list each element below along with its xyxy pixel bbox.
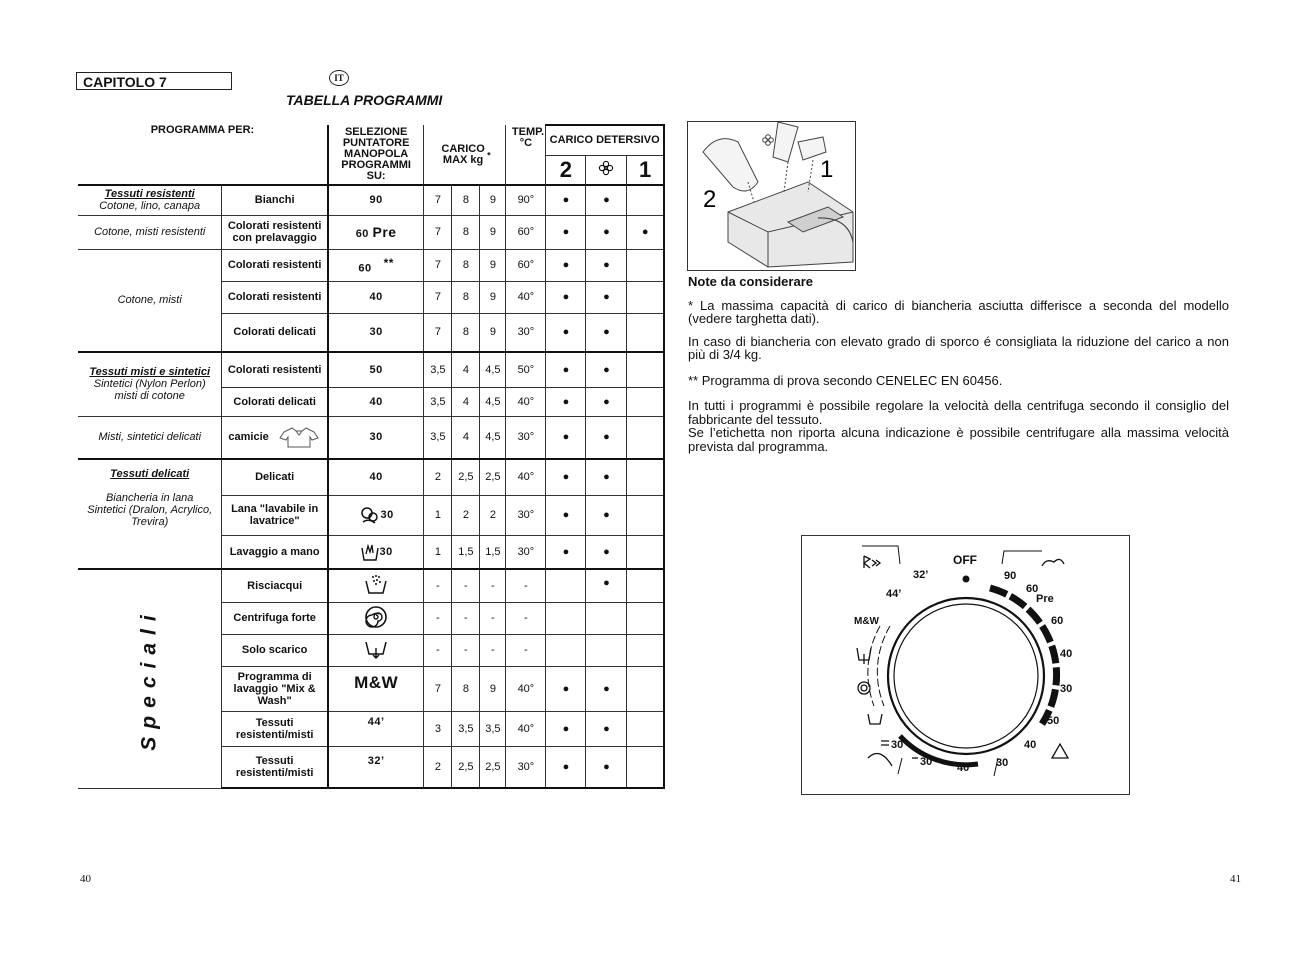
load-value: 4,5 — [480, 352, 506, 387]
page-number-left: 40 — [80, 873, 91, 885]
detergent-dot: ● — [546, 387, 586, 416]
load-value: - — [424, 602, 452, 634]
program-dial-diagram — [801, 535, 1130, 795]
dial-label: 60 — [1051, 615, 1064, 627]
detergent-dot — [627, 602, 664, 634]
cat-cotone-misti: Cotone, misti — [78, 249, 222, 352]
detergent-dot — [627, 387, 664, 416]
detergent-dot: ● — [546, 416, 586, 459]
dial-setting: M&W — [328, 666, 424, 711]
load-value: 8 — [452, 313, 480, 352]
program-name: Programma di lavaggio "Mix & Wash" — [222, 666, 328, 711]
detergent-dot: ● — [586, 215, 627, 249]
detergent-dot — [627, 495, 664, 535]
dial-setting: 50 — [328, 352, 424, 387]
program-name: Risciacqui — [222, 569, 328, 602]
load-value: - — [480, 569, 506, 602]
load-value: 1,5 — [480, 535, 506, 569]
program-name: Lana "lavabile in lavatrice" — [222, 495, 328, 535]
page-title: TABELLA PROGRAMMI — [286, 92, 443, 108]
load-value: 7 — [424, 281, 452, 313]
load-value: 7 — [424, 185, 452, 215]
detergent-dot — [627, 416, 664, 459]
col-header-temp: TEMP. °C — [506, 125, 546, 185]
detergent-dot — [627, 711, 664, 746]
detergent-dot — [627, 281, 664, 313]
program-name: Colorati delicati — [222, 387, 328, 416]
detergent-dot — [627, 249, 664, 281]
detergent-dot — [627, 352, 664, 387]
load-value: - — [452, 569, 480, 602]
load-value: 2 — [480, 495, 506, 535]
hand-wash-icon — [360, 542, 380, 562]
program-name: Colorati resistenti — [222, 249, 328, 281]
detergent-dot: ● — [586, 711, 627, 746]
load-value: 4 — [452, 387, 480, 416]
temp-value: 40° — [506, 387, 546, 416]
rinse-icon — [868, 714, 882, 724]
load-value: - — [480, 634, 506, 666]
col-header-selezione: SELEZIONE PUNTATORE MANOPOLA PROGRAMMI SU: — [328, 125, 424, 185]
detergent-dot: ● — [586, 666, 627, 711]
detergent-dot: ● — [586, 569, 627, 602]
table-row — [78, 249, 664, 281]
load-value: 9 — [480, 313, 506, 352]
detergent-dot: ● — [586, 535, 627, 569]
programs-table — [78, 124, 665, 789]
program-name: camicie — [222, 416, 328, 459]
temp-value: 40° — [506, 459, 546, 495]
dial-setting: 32’ — [328, 746, 424, 788]
flower-icon — [586, 155, 627, 185]
chapter-label: CAPITOLO 7 — [76, 72, 232, 90]
load-value: 9 — [480, 185, 506, 215]
dial-label: 30 — [920, 756, 933, 768]
load-value: 3,5 — [424, 416, 452, 459]
prewash-arrow-icon — [864, 556, 880, 568]
dial-label: 40 — [1024, 739, 1037, 751]
detergent-dot — [627, 746, 664, 788]
table-row — [78, 185, 664, 215]
load-value: 3,5 — [480, 711, 506, 746]
dial-setting: 30 — [328, 535, 424, 569]
load-value: 4 — [452, 352, 480, 387]
load-value: 7 — [424, 249, 452, 281]
spin-icon — [858, 682, 870, 694]
temp-value: - — [506, 602, 546, 634]
detergent-dot — [546, 602, 586, 634]
dial-label: 50 — [1047, 715, 1060, 727]
detergent-dot: ● — [546, 666, 586, 711]
load-value: 9 — [480, 215, 506, 249]
dial-setting: 40 — [328, 281, 424, 313]
load-value: 8 — [452, 185, 480, 215]
load-value: 1,5 — [452, 535, 480, 569]
detergent-dot: ● — [586, 313, 627, 352]
load-value: 2 — [424, 459, 452, 495]
detergent-dot: ● — [546, 746, 586, 788]
program-name: Tessuti resistenti/misti — [222, 711, 328, 746]
load-value: 3 — [424, 711, 452, 746]
load-value: - — [424, 569, 452, 602]
temp-value: - — [506, 569, 546, 602]
col-header-carico: CARICO MAX kg * — [424, 125, 506, 185]
table-row — [78, 352, 664, 387]
temp-value: 50° — [506, 352, 546, 387]
dial-setting: 30 — [328, 313, 424, 352]
load-value: 9 — [480, 281, 506, 313]
detergent-dot: ● — [586, 185, 627, 215]
detergent-dot: ● — [546, 535, 586, 569]
load-value: 4,5 — [480, 387, 506, 416]
cat-misti-resistenti: Cotone, misti resistenti — [78, 215, 222, 249]
notes-title: Note da considerare — [688, 274, 813, 289]
temp-value: 30° — [506, 495, 546, 535]
dial-label: Pre — [1036, 593, 1054, 605]
detergent-dot — [586, 602, 627, 634]
program-name: Bianchi — [222, 185, 328, 215]
program-name: Centrifuga forte — [222, 602, 328, 634]
detergent-dot: ● — [586, 459, 627, 495]
detergent-dot: ● — [546, 215, 586, 249]
dial-drawing — [802, 536, 1129, 794]
temp-value: - — [506, 634, 546, 666]
detergent-dot: ● — [546, 249, 586, 281]
note-paragraph: In caso di biancheria con elevato grado di sporco é consigliata la riduzione del carico a non più di 3/4 kg. — [688, 333, 1229, 362]
detergent-dot: ● — [586, 249, 627, 281]
temp-value: 90° — [506, 185, 546, 215]
dial-setting — [328, 569, 424, 602]
detergent-dot: ● — [546, 185, 586, 215]
detergent-dot: ● — [627, 215, 664, 249]
detergent-dot — [546, 569, 586, 602]
temp-value: 40° — [506, 711, 546, 746]
dial-setting — [328, 602, 424, 634]
load-value: 2,5 — [480, 459, 506, 495]
temp-value: 30° — [506, 416, 546, 459]
detergent-dot — [627, 185, 664, 215]
det-col-1: 1 — [627, 155, 664, 185]
program-name: Tessuti resistenti/misti — [222, 746, 328, 788]
col-header-programma: PROGRAMMA PER: — [78, 125, 328, 185]
dial-label: 40 — [957, 762, 970, 774]
eco-leaf-icon — [868, 754, 892, 767]
detergent-dot — [627, 569, 664, 602]
dial-label: 32’ — [913, 569, 929, 581]
load-value: 9 — [480, 666, 506, 711]
wool-icon — [881, 741, 889, 745]
dial-label: 30 — [996, 757, 1009, 769]
dial-setting: 60 ** — [328, 249, 424, 281]
load-value: 8 — [452, 666, 480, 711]
load-value: 3,5 — [424, 352, 452, 387]
detergent-dot — [627, 666, 664, 711]
cat-sintetici: Tessuti misti e sintetici Sintetici (Nylon Perlon) misti di cotone — [78, 352, 222, 416]
load-value: 2 — [452, 495, 480, 535]
wool-icon — [359, 505, 381, 525]
drain-icon — [364, 638, 388, 660]
detergent-dot: ● — [546, 281, 586, 313]
note-paragraph: In tutti i programmi è possibile regolare la velocità della centrifuga secondo il consiglio del fabbricante del tessuto. — [688, 398, 1229, 427]
load-value: 7 — [424, 215, 452, 249]
note-paragraph: Se l’etichetta non riporta alcuna indicazione è possibile centrifugare alla massima velocità prevista dal programma. — [688, 425, 1229, 454]
notes-section — [688, 275, 1229, 462]
load-value: 9 — [480, 249, 506, 281]
load-value: 2,5 — [452, 746, 480, 788]
detergent-dot — [627, 313, 664, 352]
detergent-dot — [546, 634, 586, 666]
detergent-dot: ● — [546, 495, 586, 535]
detergent-dot: ● — [586, 281, 627, 313]
program-name: Colorati resistenti con prelavaggio — [222, 215, 328, 249]
dial-setting: 30 — [328, 416, 424, 459]
program-name: Lavaggio a mano — [222, 535, 328, 569]
detergent-dot: ● — [546, 711, 586, 746]
load-value: 3,5 — [424, 387, 452, 416]
load-value: 1 — [424, 495, 452, 535]
detergent-dot — [627, 634, 664, 666]
load-value: - — [452, 602, 480, 634]
table-row — [78, 416, 664, 459]
detergent-dot: ● — [546, 313, 586, 352]
load-value: 2,5 — [452, 459, 480, 495]
detergent-dot: ● — [586, 416, 627, 459]
dial-setting: 30 — [328, 495, 424, 535]
load-value: 2,5 — [480, 746, 506, 788]
dial-label: 44’ — [886, 588, 902, 600]
detergent-dot: ● — [546, 459, 586, 495]
program-name: Delicati — [222, 459, 328, 495]
load-value: - — [480, 602, 506, 634]
dial-setting: 90 — [328, 185, 424, 215]
dial-setting: 40 — [328, 387, 424, 416]
table-row — [78, 215, 664, 249]
rinse-icon — [364, 573, 388, 595]
dial-label: 30 — [891, 739, 904, 751]
load-value: 8 — [452, 215, 480, 249]
temp-value: 60° — [506, 215, 546, 249]
drawer-drawing — [688, 122, 855, 270]
dial-label: 40 — [1060, 648, 1073, 660]
detergent-dot: ● — [586, 387, 627, 416]
load-value: - — [452, 634, 480, 666]
load-value: 4 — [452, 416, 480, 459]
temp-value: 30° — [506, 535, 546, 569]
temp-value: 30° — [506, 313, 546, 352]
load-value: 3,5 — [452, 711, 480, 746]
load-value: 8 — [452, 249, 480, 281]
dial-label: 90 — [1004, 570, 1017, 582]
dial-setting — [328, 634, 424, 666]
page-number-right: 41 — [1230, 873, 1241, 885]
col-header-detersivo: CARICO DETERSIVO — [546, 125, 664, 155]
dial-label: M&W — [854, 616, 879, 627]
detergent-dot — [627, 535, 664, 569]
program-name: Colorati delicati — [222, 313, 328, 352]
cotton-cloud-icon — [1042, 559, 1064, 566]
detergent-dot: ● — [586, 352, 627, 387]
cat-speciali: Speciali — [78, 569, 222, 788]
temp-value: 30° — [506, 746, 546, 788]
temp-value: 40° — [506, 666, 546, 711]
cat-delicati: Tessuti delicati Biancheria in lana Sintetici (Dralon, Acrylico, Trevira) — [78, 459, 222, 569]
drawer-label-1: 1 — [820, 156, 834, 183]
dial-label: 30 — [1060, 683, 1073, 695]
drawer-label-2: 2 — [703, 186, 717, 213]
dial-setting: 60 Pre — [328, 215, 424, 249]
note-paragraph: * La massima capacità di carico di biancheria asciutta differisce a seconda del modello (vedere targhetta dati). — [688, 297, 1229, 326]
temp-value: 40° — [506, 281, 546, 313]
language-badge: IT — [329, 70, 349, 86]
table-row — [78, 569, 664, 602]
detergent-drawer-illustration — [687, 121, 856, 271]
program-name: Colorati resistenti — [222, 352, 328, 387]
load-value: 2 — [424, 746, 452, 788]
detergent-dot — [586, 634, 627, 666]
program-name: Solo scarico — [222, 634, 328, 666]
load-value: - — [424, 634, 452, 666]
load-value: 1 — [424, 535, 452, 569]
dial-setting: 40 — [328, 459, 424, 495]
detergent-dot: ● — [546, 352, 586, 387]
dial-off: OFF — [953, 553, 977, 567]
dial-setting: 44’ — [328, 711, 424, 746]
cat-resistenti: Tessuti resistenti Cotone, lino, canapa — [78, 185, 222, 215]
cat-misti-delicati: Misti, sintetici delicati — [78, 416, 222, 459]
synthetic-triangle-icon — [1052, 744, 1068, 758]
note-paragraph: ** Programma di prova secondo CENELEC EN 60456. — [688, 372, 1003, 388]
table-row — [78, 459, 664, 495]
load-value: 7 — [424, 313, 452, 352]
load-value: 4,5 — [480, 416, 506, 459]
load-value: 8 — [452, 281, 480, 313]
load-value: 7 — [424, 666, 452, 711]
detergent-dot: ● — [586, 495, 627, 535]
detergent-dot: ● — [586, 746, 627, 788]
spin-icon — [364, 605, 388, 629]
temp-value: 60° — [506, 249, 546, 281]
dial-label: 60 — [1026, 583, 1039, 595]
det-col-2: 2 — [546, 155, 586, 185]
shirt-icon — [278, 425, 320, 449]
program-name: Colorati resistenti — [222, 281, 328, 313]
detergent-dot — [627, 459, 664, 495]
